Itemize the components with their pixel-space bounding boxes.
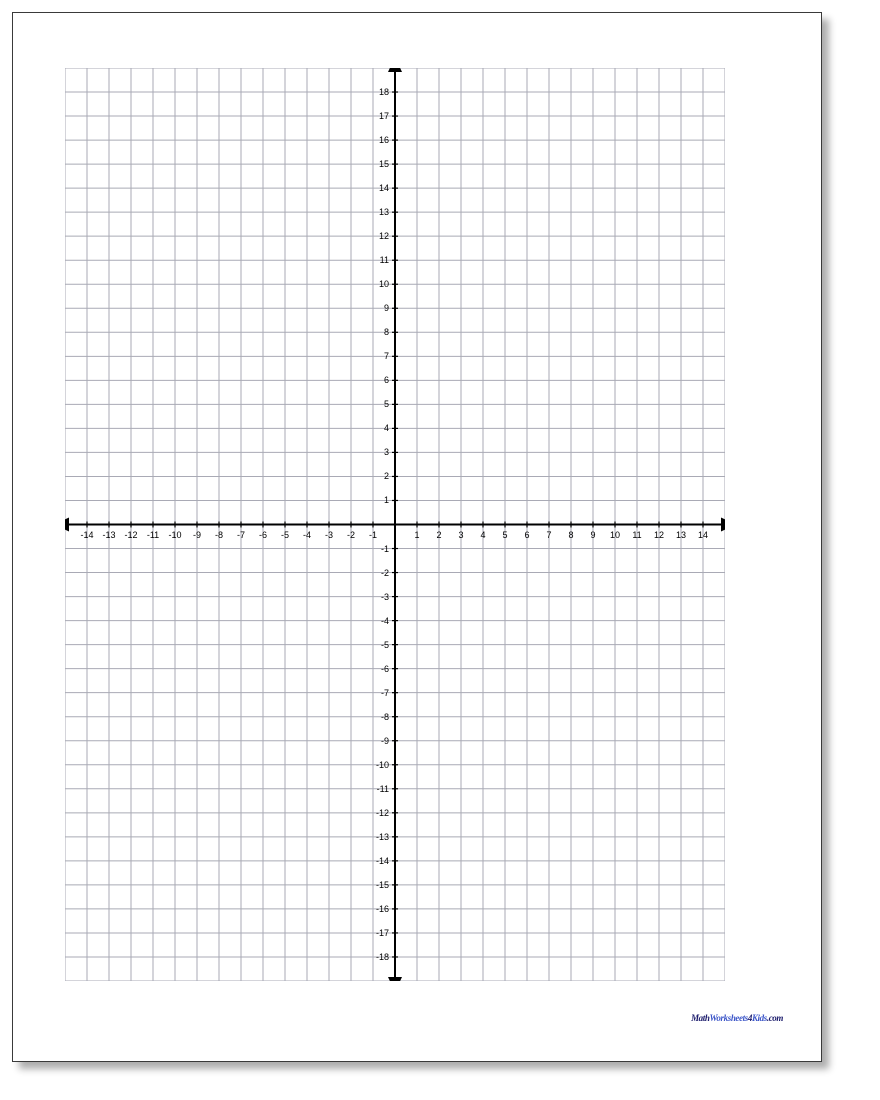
y-tick-label: -8: [380, 711, 389, 722]
y-tick-label: 5: [383, 399, 389, 410]
x-tick-label: 12: [653, 529, 665, 540]
y-tick-label: -5: [380, 639, 389, 650]
x-tick-label: -9: [192, 529, 202, 540]
x-tick-label: -3: [324, 529, 334, 540]
y-tick-label: 1: [383, 495, 389, 506]
watermark-part-1: Math: [691, 1013, 710, 1023]
y-tick-label: 7: [383, 351, 389, 362]
y-tick-label: 10: [378, 279, 389, 290]
y-tick-label: 8: [383, 327, 389, 338]
coordinate-plane: [65, 68, 725, 981]
x-tick-label: -12: [124, 529, 138, 540]
x-tick-label: -11: [146, 529, 160, 540]
x-tick-label: 5: [502, 529, 508, 540]
grid-canvas: [65, 68, 725, 981]
x-tick-label: 1: [414, 529, 420, 540]
x-tick-label: 10: [609, 529, 621, 540]
y-tick-label: -2: [380, 567, 389, 578]
watermark-part-2: Worksheets: [709, 1013, 748, 1023]
y-tick-label: -10: [375, 759, 389, 770]
x-tick-label: -8: [214, 529, 224, 540]
x-tick-label: -4: [302, 529, 312, 540]
y-tick-label: -6: [380, 663, 389, 674]
worksheet-page: [12, 12, 822, 1062]
y-tick-label: -11: [376, 783, 389, 794]
y-tick-label: 17: [378, 111, 389, 122]
y-tick-label: -18: [375, 951, 389, 962]
y-tick-label: 6: [383, 375, 389, 386]
x-tick-label: 2: [436, 529, 442, 540]
y-tick-label: 12: [378, 231, 389, 242]
watermark-part-3: 4: [747, 1013, 752, 1023]
y-tick-label: 9: [383, 303, 389, 314]
x-tick-label: 9: [590, 529, 596, 540]
x-tick-label: 8: [568, 529, 574, 540]
y-tick-label: -15: [375, 879, 389, 890]
x-tick-label: -14: [80, 529, 94, 540]
x-tick-label: -6: [258, 529, 268, 540]
x-tick-label: -13: [102, 529, 116, 540]
site-watermark: [691, 1013, 783, 1023]
x-tick-label: -7: [236, 529, 246, 540]
y-tick-label: -17: [375, 927, 389, 938]
x-tick-label: 4: [480, 529, 486, 540]
y-tick-label: 11: [379, 255, 389, 266]
x-tick-label: 6: [524, 529, 530, 540]
y-tick-label: 16: [378, 135, 389, 146]
y-tick-label: -16: [375, 903, 389, 914]
y-tick-label: -14: [375, 855, 389, 866]
x-tick-label: 14: [697, 529, 709, 540]
axis-lines: [65, 68, 725, 981]
y-tick-label: 15: [378, 159, 389, 170]
y-tick-label: 3: [383, 447, 389, 458]
x-tick-label: -2: [346, 529, 356, 540]
x-tick-label: -1: [368, 529, 378, 540]
y-tick-label: -12: [375, 807, 389, 818]
y-tick-label: 2: [383, 471, 389, 482]
y-tick-label: -3: [380, 591, 389, 602]
y-tick-label: 18: [378, 87, 389, 98]
y-tick-label: 13: [378, 207, 389, 218]
x-tick-label: 3: [458, 529, 464, 540]
x-tick-label: -10: [168, 529, 182, 540]
x-tick-label: 11: [632, 529, 642, 540]
y-tick-label: -9: [380, 735, 389, 746]
y-tick-label: 4: [383, 423, 389, 434]
x-tick-label: 13: [675, 529, 687, 540]
x-tick-label: 7: [546, 529, 552, 540]
watermark-part-4: Kids: [751, 1013, 767, 1023]
x-tick-label: -5: [280, 529, 290, 540]
y-tick-label: 14: [378, 183, 389, 194]
y-tick-label: -13: [375, 831, 389, 842]
y-tick-label: -1: [380, 543, 389, 554]
y-tick-label: -7: [380, 687, 389, 698]
y-tick-label: -4: [380, 615, 389, 626]
watermark-part-5: .com: [766, 1013, 783, 1023]
